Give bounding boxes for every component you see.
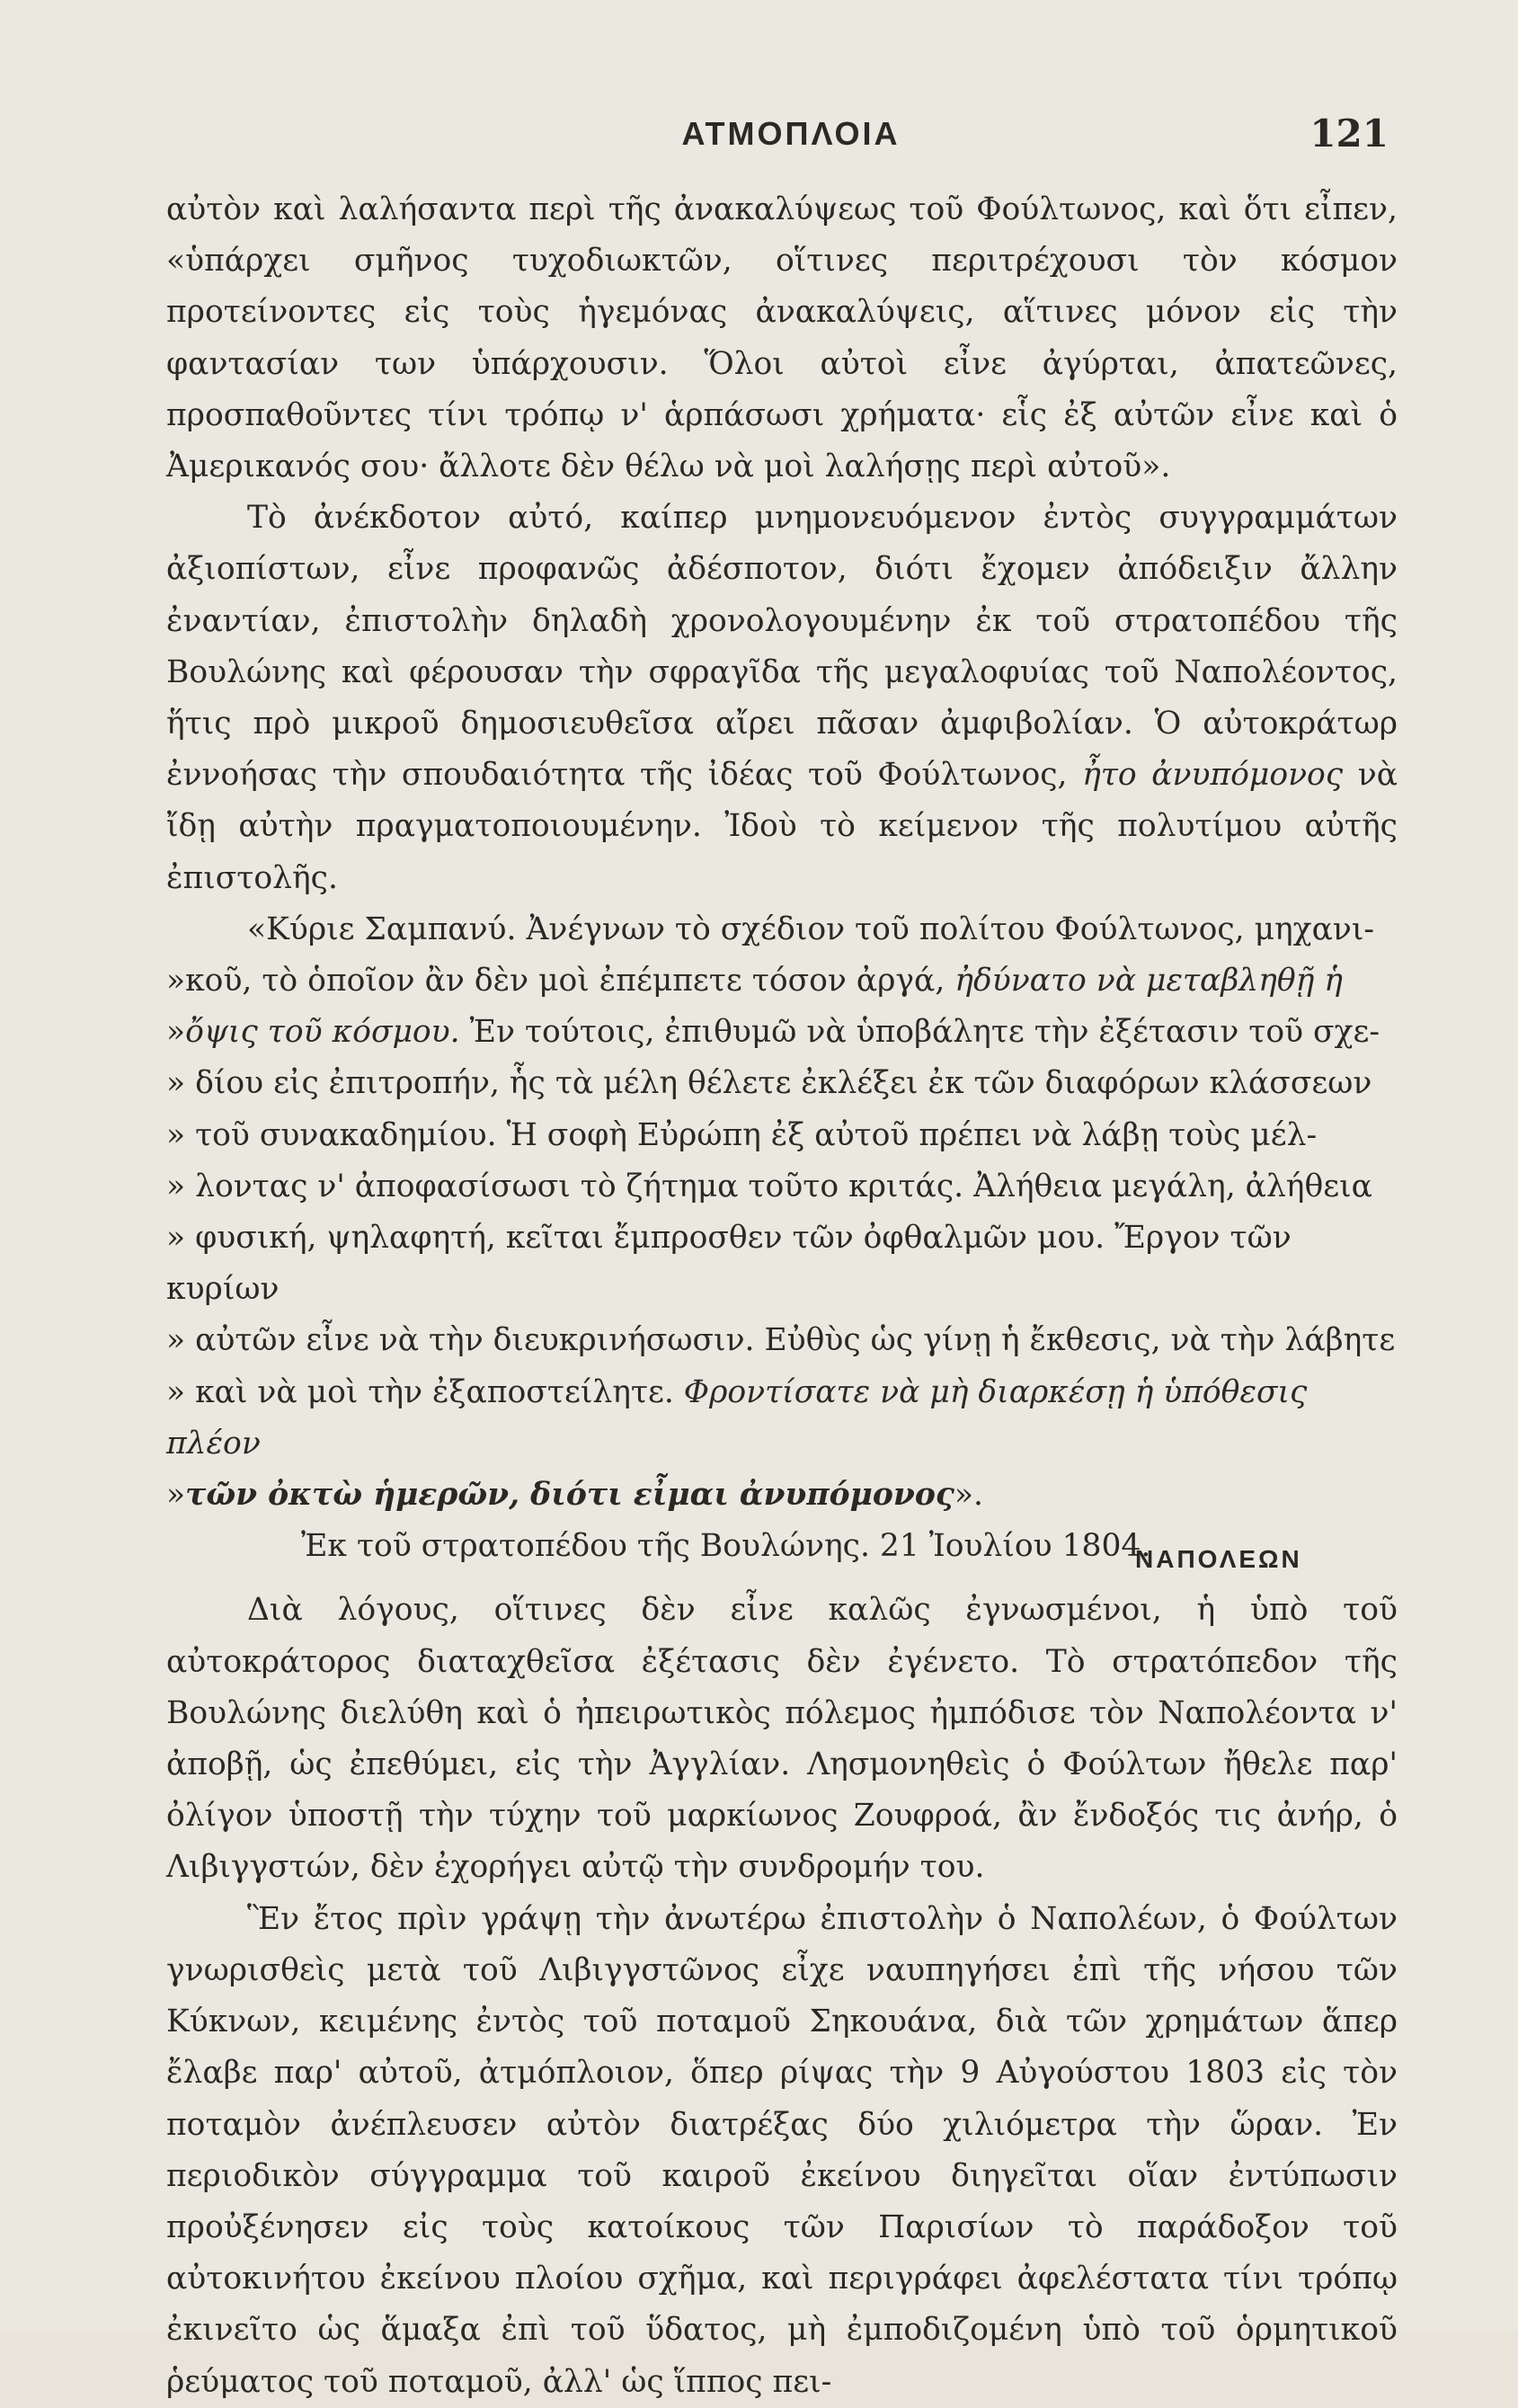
letter-line-4: » δίου εἰς ἐπιτροπήν, ἧς τὰ μέλη θέλετε ἐκλέξει ἐκ τῶν διαφόρων κλάσσεων [166,1065,1372,1102]
letter-line-5: » τοῦ συνακαδημίου. Ἡ σοφὴ Εὐρώπη ἐξ αὐτοῦ πρέπει νὰ λάβῃ τοὺς μέλ- [166,1116,1318,1153]
letter-signature: ΝΑΠΟΛΕΩΝ [1135,1545,1302,1574]
paragraph-1: αὐτὸν καὶ λαλήσαντα περὶ τῆς ἀνακαλύψεως τοῦ Φούλτωνος, καὶ ὅτι εἶπεν, «ὑπάρχει σμῆνος τυχοδιωκτῶν, οἵτινες περιτρέχουσι τὸν κόσμον προτείνοντες εἰς τοὺς ἡγεμόνας ἀνακαλύψεις, αἵτινες μόνον εἰς τὴν φαντασίαν των ὑπάρχουσιν. Ὅλοι αὐτοὶ εἶνε ἀγύρται, ἀπατεῶνες, προσπαθοῦντες τίνι τρόπῳ ν' ἁρπάσωσι χρήματα· εἷς ἐξ αὐτῶν εἶνε καὶ ὁ Ἀμερικανός σου· ἄλλοτε δὲν θέλω νὰ μοὶ λαλήσῃς περὶ αὐτοῦ». [166,191,1398,485]
letter-line-3-rest: Ἐν τούτοις, ἐπιθυμῶ νὰ ὑποβάλητε τὴν ἐξέτασιν τοῦ σχε- [459,1014,1380,1051]
letter-line-1: «Κύριε Σαμπανύ. Ἀνέγνων τὸ σχέδιον τοῦ πολίτου Φούλτωνος, μηχανι- [247,911,1375,947]
letter-line-3-italic: ὄψις τοῦ κόσμου. [185,1014,460,1051]
paragraph-2 [166,493,1398,904]
letter-signoff [166,1521,1398,1572]
letter-line-9-italic: Φροντίσατε νὰ μὴ διαρκέσῃ ἡ ὑπόθεσις πλέον [166,1373,1308,1462]
letter-line-2 [166,955,1398,1007]
letter-line-10 [166,1470,1398,1521]
letter-block [166,904,1398,1573]
paragraph-3: Διὰ λόγους, οἵτινες δὲν εἶνε καλῶς ἐγνωσμένοι, ἡ ὑπὸ τοῦ αὐτοκράτορος διαταχθεῖσα ἐξέτασις δὲν ἐγένετο. Τὸ στρατόπεδον τῆς Βουλώνης διελύθη καὶ ὁ ἠπειρωτικὸς πόλεμος ἠμπόδισε τὸν Ναπολέοντα ν' ἀποβῇ, ὡς ἐπεθύμει, εἰς τὴν Ἀγγλίαν. Λησμονηθεὶς ὁ Φούλτων ἤθελε παρ' ὀλίγον ὑποστῇ τὴν τύχην τοῦ μαρκίωνος Ζουφροά, ἂν ἔνδοξός τις ἀνήρ, ὁ Λιβιγγστών, δὲν ἐχορήγει αὐτῷ τὴν συνδρομήν του. [166,1592,1398,1886]
letter-line-10-mark: » [166,1477,186,1514]
paragraph-2-text-after: νὰ ἴδῃ αὐτὴν πραγματοποιουμένην. Ἰδοὺ τὸ κείμενον τῆς πολυτίμου αὐτῆς ἐπιστολῆς. [166,757,1398,896]
letter-place-date: Ἐκ τοῦ στρατοπέδου τῆς Βουλώνης. 21 Ἰουλίου 1804. [301,1528,1151,1565]
letter-line-9 [166,1367,1398,1470]
letter-line-3-mark: » [166,1014,186,1051]
paragraph-2-text: Τὸ ἀνέκδοτον αὐτό, καίπερ μνημονευόμενον ἐντὸς συγγραμμάτων ἀξιοπίστων, εἶνε προφανῶς ἀδέσποτον, διότι ἔχομεν ἀπόδειξιν ἄλλην ἐναντίαν, ἐπιστολὴν δηλαδὴ χρονολογουμένην ἐκ τοῦ στρατοπέδου τῆς Βουλώνης καὶ φέρουσαν τὴν σφραγῖδα τῆς μεγαλοφυίας τοῦ Ναπολέοντος, ἥτις πρὸ μικροῦ δημοσιευθεῖσα αἴρει πᾶσαν ἀμφιβολίαν. Ὁ αὐτοκράτωρ ἐννοήσας τὴν σπουδαιότητα τῆς ἰδέας τοῦ Φούλτωνος, [166,500,1398,794]
letter-line-6: » λοντας ν' ἀποφασίσωσι τὸ ζήτημα τοῦτο κριτάς. Ἀλήθεια μεγάλη, ἀλήθεια [166,1168,1372,1204]
letter-line-10-rest: ». [954,1477,983,1514]
letter-line-3 [166,1007,1398,1058]
page-body [166,184,1398,2408]
running-title: ΑΤΜΟΠΛΟΙΑ [681,115,901,152]
letter-line-8: » αὐτῶν εἶνε νὰ τὴν διευκρινήσωσιν. Εὐθὺς ὡς γίνῃ ἡ ἔκθεσις, νὰ τὴν λάβητε [166,1322,1396,1359]
letter-line-9-text: » καὶ νὰ μοὶ τὴν ἐξαποστείλητε. [166,1373,674,1410]
letter-line-7: » φυσική, ψηλαφητή, κεῖται ἔμπροσθεν τῶν ὀφθαλμῶν μου. Ἔργον τῶν κυρίων [166,1220,1292,1308]
letter-line-10-italic: τῶν ὀκτὼ ἡμερῶν, διότι εἶμαι ἀνυπόμονος [185,1477,954,1514]
paragraph-4: Ἓν ἔτος πρὶν γράψῃ τὴν ἀνωτέρω ἐπιστολὴν ὁ Ναπολέων, ὁ Φούλτων γνωρισθεὶς μετὰ τοῦ Λιβιγγστῶνος εἶχε ναυπηγήσει ἐπὶ τῆς νήσου τῶν Κύκνων, κειμένης ἐντὸς τοῦ ποταμοῦ Σηκουάνα, διὰ τῶν χρημάτων ἅπερ ἔλαβε παρ' αὐτοῦ, ἀτμόπλοιον, ὅπερ ρίψας τὴν 9 Αὐγούστου 1803 εἰς τὸν ποταμὸν ἀνέπλευσεν αὐτὸν διατρέξας δύο χιλιόμετρα τὴν ὥραν. Ἐν περιοδικὸν σύγγραμμα τοῦ καιροῦ ἐκείνου διηγεῖται οἵαν ἐντύπωσιν προὐξένησεν εἰς τοὺς κατοίκους τῶν Παρισίων τὸ παράδοξον τοῦ αὐτοκινήτου ἐκείνου πλοίου σχῆμα, καὶ περιγράφει ἀφελέστατα τίνι τρόπῳ ἐκινεῖτο ὡς ἅμαξα ἐπὶ τοῦ ὕδατος, μὴ ἐμποδιζομένη ὑπὸ τοῦ ὁρμητικοῦ ῥεύματος τοῦ ποταμοῦ, ἀλλ' ὡς ἵππος πει- [166,1900,1398,2400]
letter-line-2-text: »κοῦ, τὸ ὁποῖον ἂν δὲν μοὶ ἐπέμπετε τόσον ἀργά, [166,963,945,1000]
page-number: 121 [1309,111,1389,155]
paragraph-2-italic: ἦτο ἀνυπόμονος [1082,757,1344,794]
letter-line-2-italic: ἠδύνατο νὰ μεταβληθῇ ἡ [954,963,1343,1000]
page-header [193,111,1389,178]
